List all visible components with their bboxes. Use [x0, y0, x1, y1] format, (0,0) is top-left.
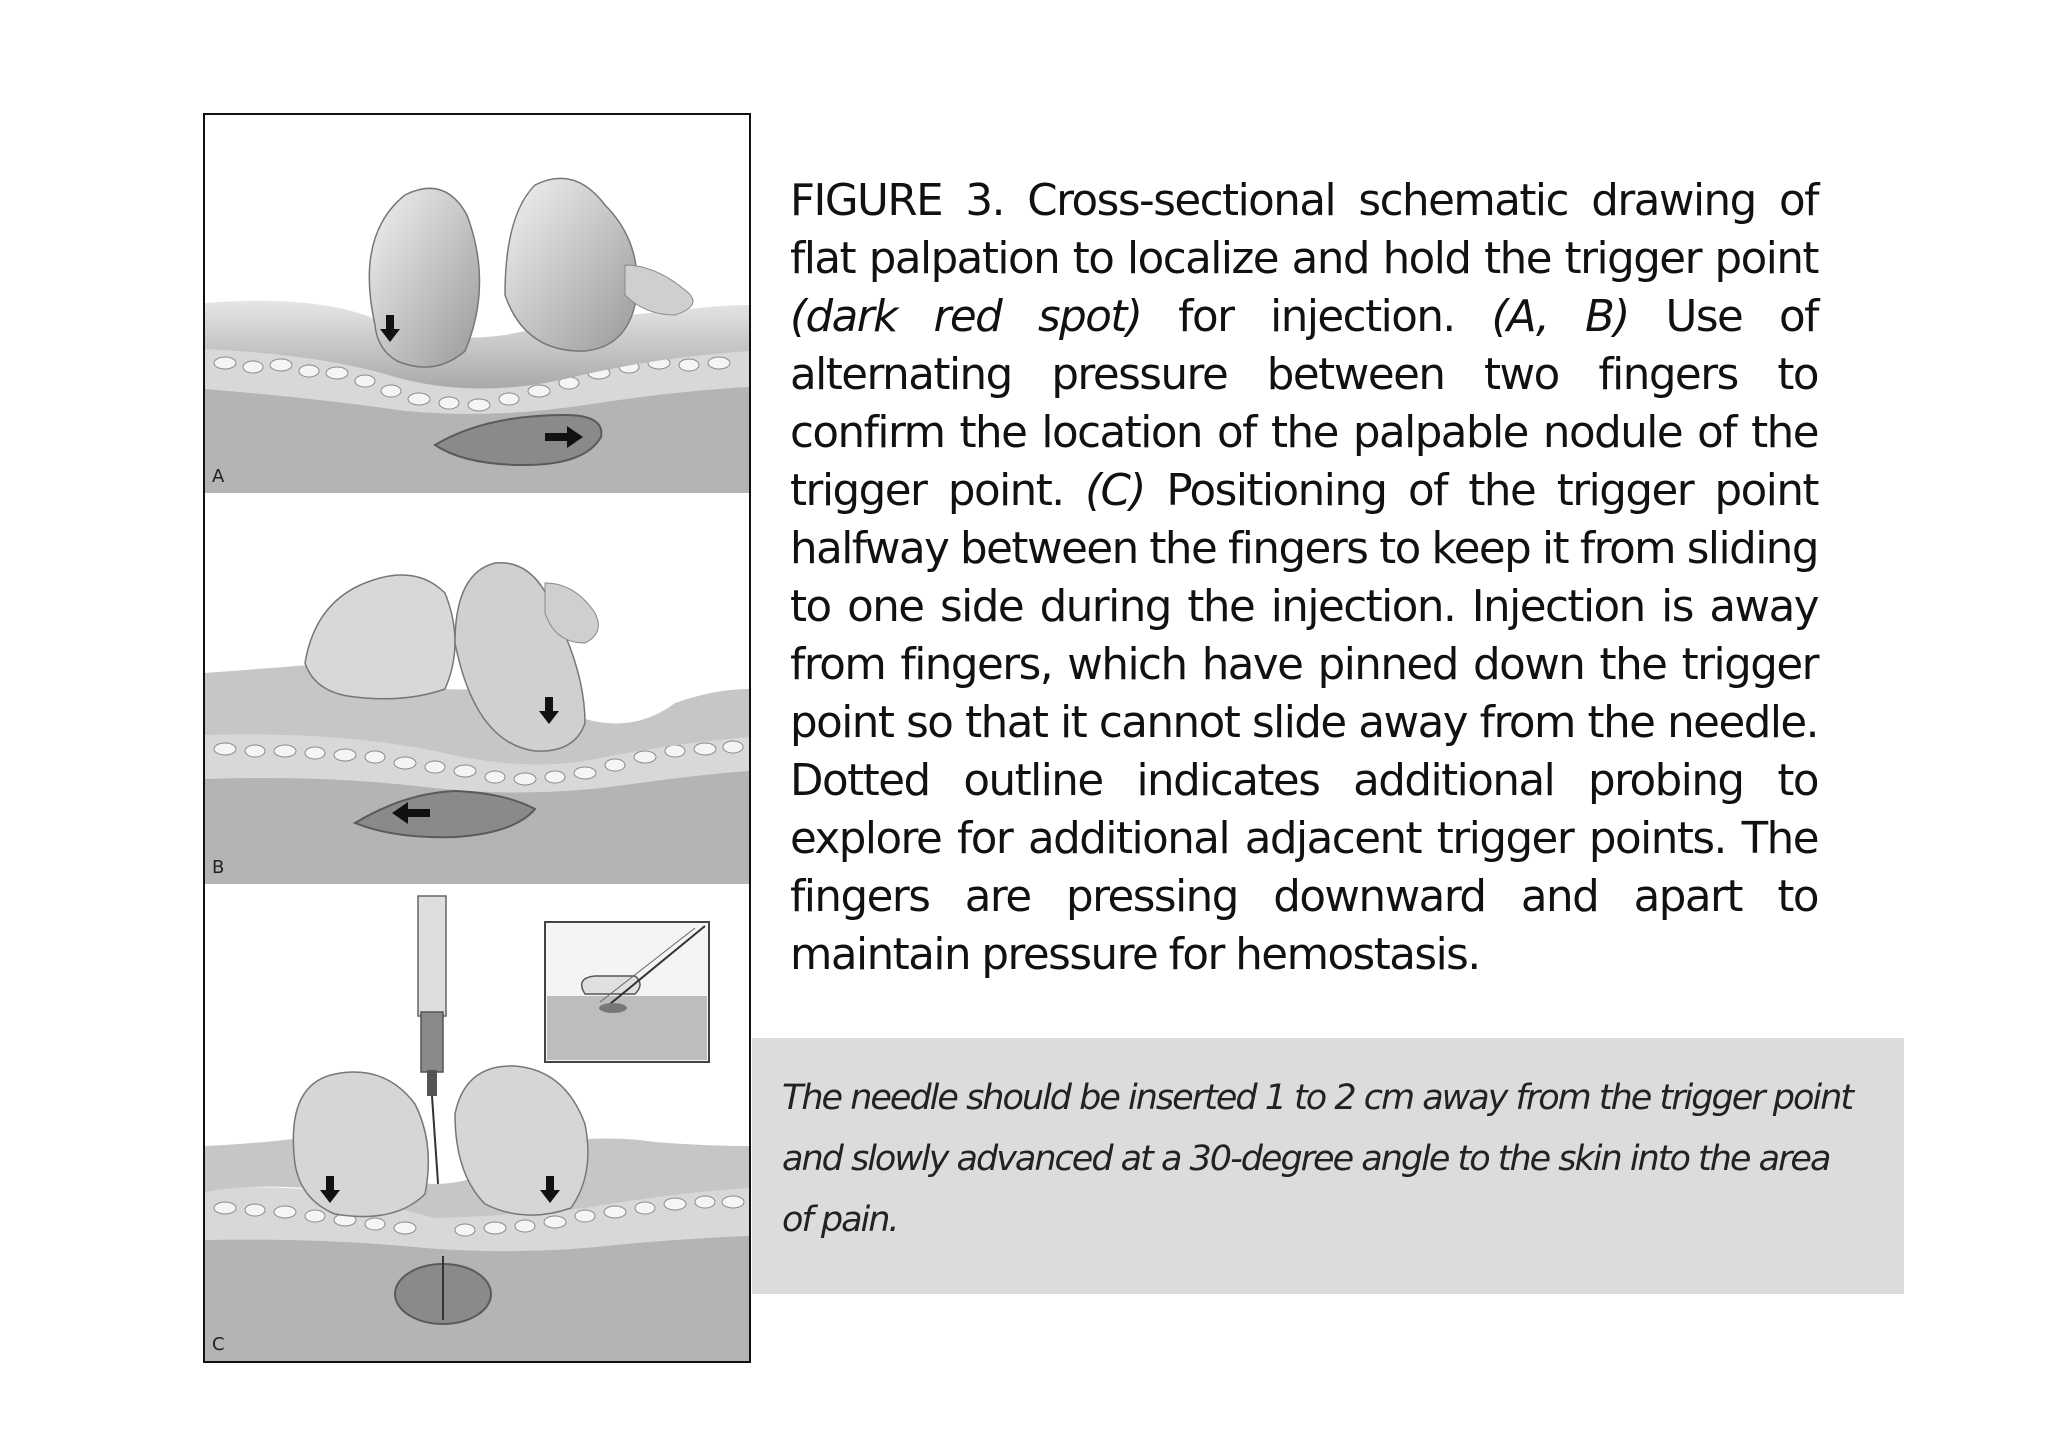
- callout-text: The needle should be inserted 1 to 2 cm away from the trigger point and slowly advanced at a 30-degree angle to the skin into the area of pain.: [782, 1078, 1853, 1240]
- caption-italic-2: (A, B): [1491, 291, 1629, 342]
- inset-diagram: [545, 922, 709, 1062]
- figure-label: FIGURE 3.: [790, 175, 1004, 226]
- panel-b-label: B: [212, 857, 225, 878]
- panel-c-label: C: [212, 1334, 225, 1355]
- panel-c: [205, 884, 749, 1361]
- caption-text-3: Use of alternating pressure between two fingers to confirm the location of the palpable nodule of the trigger point.: [790, 291, 1818, 516]
- caption-italic-3: (C): [1085, 465, 1145, 516]
- caption-text-1: Cross-sectional schematic drawing of flat palpation to localize and hold the trigger point: [790, 175, 1818, 284]
- panel-a-label: A: [212, 466, 225, 487]
- panel-a: [205, 115, 749, 493]
- panel-a-drawing: [205, 115, 749, 493]
- callout-box: [752, 1038, 1904, 1294]
- panel-c-drawing: [205, 884, 749, 1361]
- figure-illustration: [203, 113, 751, 1363]
- caption-italic-1: (dark red spot): [790, 291, 1142, 342]
- figure-caption: [790, 172, 1818, 984]
- panel-b-drawing: [205, 493, 749, 884]
- caption-text-4: Positioning of the trigger point halfway between the fingers to keep it from sliding to one side during the injection. Injection is away from fingers, which have pinned down the trigger point so that it cannot slide away from the needle. Dotted outline indicates additional probing to explore for additional adjacent trigger points. The fingers are pressing downward and apart to maintain pressure for hemostasis.: [790, 465, 1818, 980]
- caption-text-2: for injection.: [1141, 291, 1492, 342]
- panel-b: [205, 493, 749, 884]
